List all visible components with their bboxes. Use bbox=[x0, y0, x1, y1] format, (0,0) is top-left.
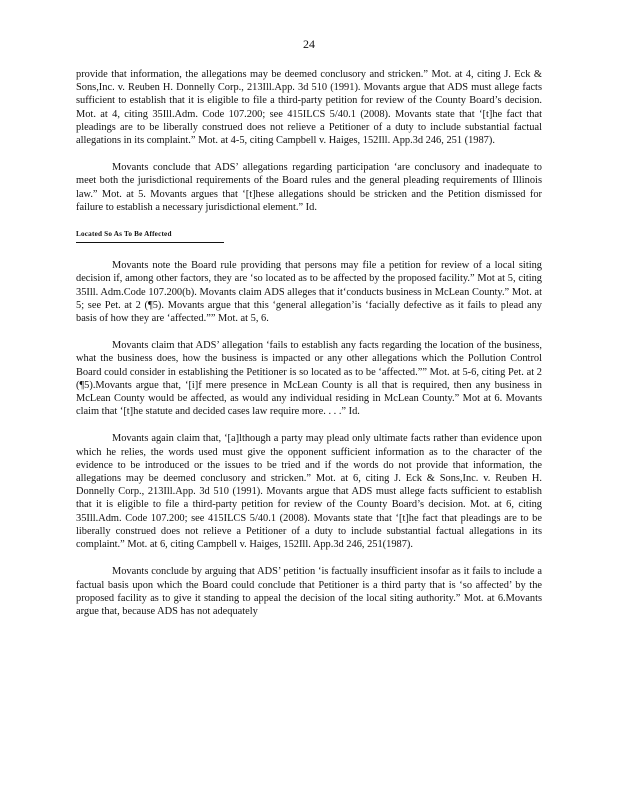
body-paragraph: Movants conclude by arguing that ADS’ petition ‘is factually insufficient insofar as it fails to include a factual basis upon which the Board could conclude that Petitioner is a third party that is ‘so affected’ by the proposed facility as to give it standing to appeal the decision of the local siting authority.” Mot. at 6.Movants argue that, because ADS has not adequately bbox=[76, 566, 542, 617]
page-number: 24 bbox=[303, 37, 315, 51]
body-paragraph: Movants claim that ADS’ allegation ‘fails to establish any facts regarding the location of the business, what the business does, how the business is impacted or any other allegations which the Pollution Control Board could consider in establishing the Petitioner is so located as to be ‘affected.”” Mot. at 5-6, citing Pet. at 2 (¶5).Movants argue that, ‘[i]f mere presence in McLean County is all that is required, then any business in McLean County would be affected, as would any individual residing in McLean County.” Mot at 6. Movants claim that ‘[t]he statute and decided cases law require more. . . .” Id. bbox=[76, 340, 542, 418]
body-paragraph: Movants again claim that, ‘[a]lthough a party may plead only ultimate facts rather than evidence upon which he relies, the words used must give the opponent sufficient information as to the character of the evidence to be introduced or the issues to be tried and if the words do not provide that information, the allegations may be deemed conclusory and stricken.” Mot. at 6, citing J. Eck & Sons,Inc. v. Reuben H. Donnelly Corp., 213Ill.App. 3d 510 (1991). Movants argue that ADS must allege facts sufficient to establish that it is eligible to file a third-party petition for review of the County Board’s decision. Mot. at 6, citing 35Ill.Adm. Code 107.200; see 415ILCS 5/40.1 (2008). Movants state that ‘[t]he fact that pleadings are to be liberally construed does not relieve a Petitioner of a duty to include substantial factual allegations in its complaint.” Mot. at 6, citing Campbell v. Haiges, 152Ill. App.3d 246, 251(1987). bbox=[76, 433, 542, 551]
body-paragraph: Movants conclude that ADS’ allegations regarding participation ‘are conclusory and inadequate to meet both the jurisdictional requirements of the Board rules and the general pleading requirements of Illinois law.” Mot. at 5. Movants argues that ‘[t]hese allegations should be stricken and the Petition dismissed for failure to establish a necessary jurisdictional element.” Id. bbox=[76, 162, 542, 213]
body-paragraph: Movants note the Board rule providing that persons may file a petition for review of a local siting decision if, among other factors, they are ‘so located as to be affected by the proposed facility.” Mot at 5, citing 35Ill. Adm.Code 107.200(b). Movants claim ADS alleges that it‘conducts business in McLean County.” Mot. at 5; see Pet. at 2 (¶5). Movants argue that this ‘general allegation’is ‘facially defective as it fails to plead any basis of how they are ‘affected.”” Mot. at 5, 6. bbox=[76, 260, 542, 325]
body-paragraph: provide that information, the allegations may be deemed conclusory and stricken.” Mot. at 4, citing J. Eck & Sons,Inc. v. Reuben H. Donnelly Corp., 213Ill.App. 3d 510 (1991). Movants argue that ADS must allege facts sufficient to establish that it is eligible to file a third-party petition for review of the County Board’s decision. Mot. at 4, citing 35Ill.Adm. Code 107.200; see 415ILCS 5/40.1 (2008). Movants state that ‘[t]he fact that pleadings are to be liberally construed does not relieve a Petitioner of a duty to include substantial factual allegations in its complaint.” Mot. at 4-5, citing Campbell v. Haiges, 152Ill. App.3d 246, 251 (1987). bbox=[76, 69, 542, 147]
document-body bbox=[76, 68, 542, 632]
section-heading: Located So As To Be Affected bbox=[76, 228, 224, 243]
